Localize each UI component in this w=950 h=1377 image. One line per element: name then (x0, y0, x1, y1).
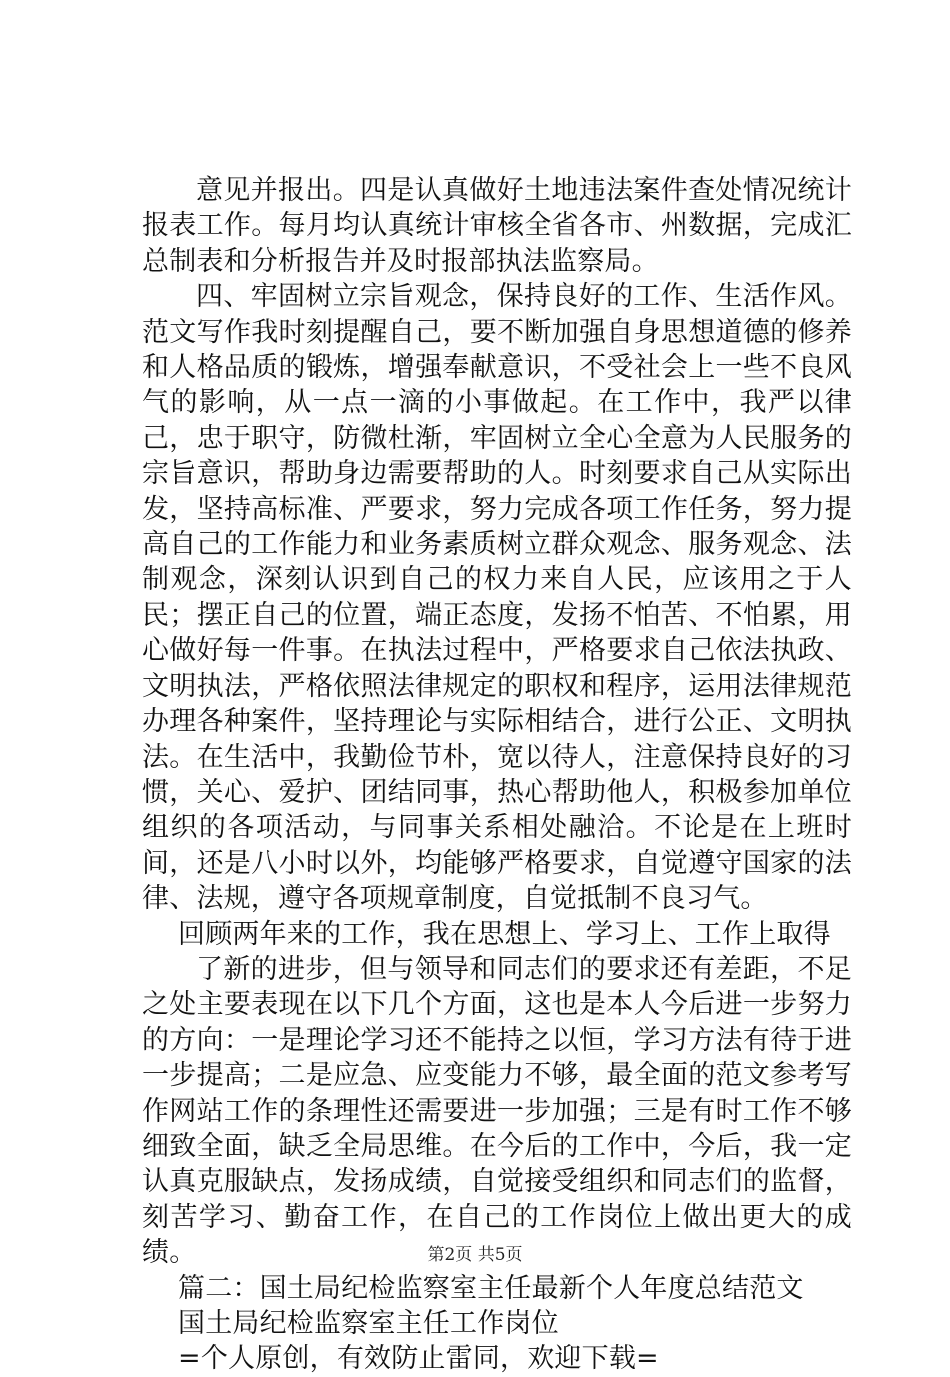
document-body (142, 173, 852, 1377)
paragraph-review-continued: 了新的进步，但与领导和同志们的要求还有差距，不足之处主要表现在以下几个方面，这也是本人今后进一步努力的方向：一是理论学习还不能持之以恒，学习方法有待于进一步提高；二是应急、应变能力不够，最全面的范文参考写作网站工作的条理性还需要进一步加强；三是有时工作不够细致全面，缺乏全局思维。在今后的工作中，今后，我一定认真克服缺点，发扬成绩，自觉接受组织和同志们的监督，刻苦学习、勤奋工作，在自己的工作岗位上做出更大的成绩。 (142, 953, 852, 1269)
paragraph-review-start: 回顾两年来的工作，我在思想上、学习上、工作上取得 (178, 918, 831, 950)
paragraph-statistics: 意见并报出。四是认真做好土地违法案件查处情况统计报表工作。每月均认真统计审核全省各市、州数据，完成汇总制表和分析报告并及时报部执法监察局。 (142, 175, 852, 277)
paragraph-section-four: 四、牢固树立宗旨观念，保持良好的工作、生活作风。范文写作我时刻提醒自己，要不断加强自身思想道德的修养和人格品质的锻炼，增强奉献意识，不受社会上一些不良风气的影响，从一点一滴的小事做起。在工作中，我严以律己，忠于职守，防微杜渐，牢固树立全心全意为人民服务的宗旨意识，帮助身边需要帮助的人。时刻要求自己从实际出发，坚持高标准、严要求，努力完成各项工作任务，努力提高自己的工作能力和业务素质树立群众观念、服务观念、法制观念，深刻认识到自己的权力来自人民，应该用之于人民；摆正自己的位置，端正态度，发扬不怕苦、不怕累，用心做好每一件事。在执法过程中，严格要求自己依法执政、文明执法，严格依照法律规定的职权和程序，运用法律规范办理各种案件，坚持理论与实际相结合，进行公正、文明执法。在生活中，我勤俭节朴，宽以待人，注意保持良好的习惯，关心、爱护、团结同事，热心帮助他人，积极参加单位组织的各项活动，与同事关系相处融洽。不论是在上班时间，还是八小时以外，均能够严格要求，自觉遵守国家的法律、法规，遵守各项规章制度，自觉抵制不良习气。 (142, 281, 852, 915)
paragraph-chapter-two-title: 篇二：国土局纪检监察室主任最新个人年度总结范文 (178, 1272, 804, 1304)
paragraph-original-note: =个人原创，有效防止雷同，欢迎下载= (178, 1343, 659, 1375)
paragraph-position-title: 国土局纪检监察室主任工作岗位 (178, 1308, 559, 1339)
page-footer: 第2页 共5页 (427, 1245, 523, 1265)
